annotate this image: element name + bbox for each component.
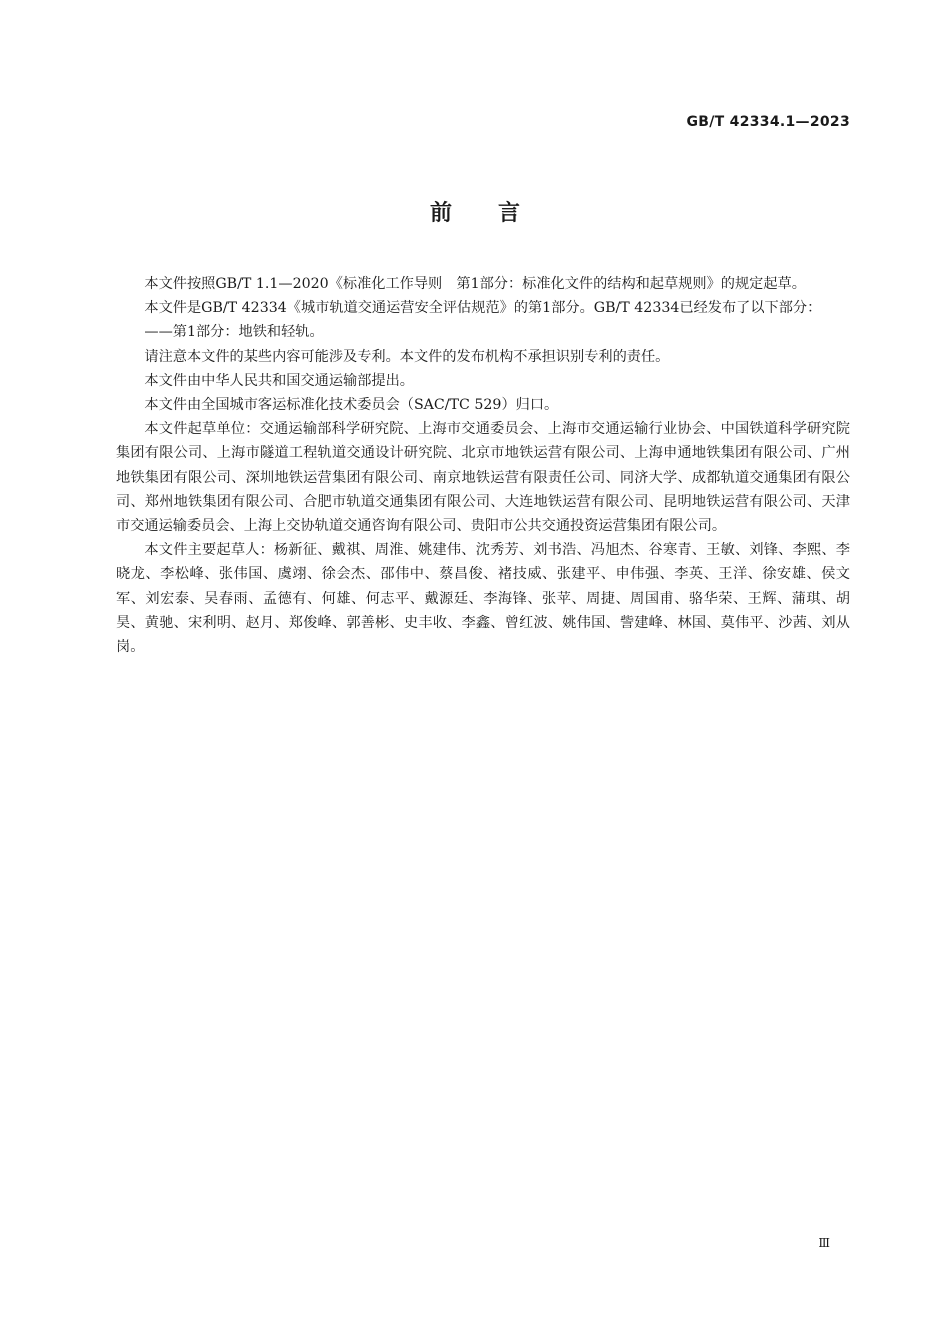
page-number: Ⅲ [818,1236,830,1250]
paragraph-part-list: ——第1部分：地铁和轻轨。 [144,324,324,341]
document-code: GB/T 42334.1—2023 [686,114,850,130]
paragraph-patent-notice: 请注意本文件的某些内容可能涉及专利。本文件的发布机构不承担识别专利的责任。 [144,348,670,365]
paragraph-drafting-rules: 本文件按照GB/T 1.1—2020《标准化工作导则 第1部分：标准化文件的结构和起草规则》的规定起草。 [144,276,806,292]
paragraph-proposed-by: 本文件由中华人民共和国交通运输部提出。 [144,372,414,389]
page-title: 前言 [429,201,566,226]
paragraph-drafters: 本文件主要起草人：杨新征、戴祺、周淮、姚建伟、沈秀芳、刘书浩、冯旭杰、谷寒青、王敏、刘锋、李熙、李晓龙、李松峰、张伟国、虞翊、徐会杰、邵伟中、蔡昌俊、褚技威、张建平、申伟强、李英、王洋、徐安雄、侯文军、刘宏泰、吴春雨、孟德有、何雄、何志平、戴源廷、李海锋、张苹、周捷、周国甫、骆华荣、王辉、蒲琪、胡昊、黄驰、宋利明、赵月、郑俊峰、郭善彬、史丰收、李鑫、曾红波、姚伟国、訾建峰、林国、莫伟平、沙茜、刘从岗。 [116,542,850,656]
foreword-body [116,272,850,659]
paragraph-series-parts: 本文件是GB/T 42334《城市轨道交通运营安全评估规范》的第1部分。GB/T 42334已经发布了以下部分： [144,300,822,317]
paragraph-drafting-units: 本文件起草单位：交通运输部科学研究院、上海市交通委员会、上海市交通运输行业协会、中国铁道科学研究院集团有限公司、上海市隧道工程轨道交通设计研究院、北京市地铁运营有限公司、上海申通地铁集团有限公司、广州地铁集团有限公司、深圳地铁运营集团有限公司、南京地铁运营有限责任公司、同济大学、成都轨道交通集团有限公司、郑州地铁集团有限公司、合肥市轨道交通集团有限公司、大连地铁运营有限公司、昆明地铁运营有限公司、天津市交通运输委员会、上海上交协轨道交通咨询有限公司、贵阳市公共交通投资运营集团有限公司。 [116,421,850,535]
paragraph-under-jurisdiction: 本文件由全国城市客运标准化技术委员会（SAC/TC 529）归口。 [144,397,559,414]
